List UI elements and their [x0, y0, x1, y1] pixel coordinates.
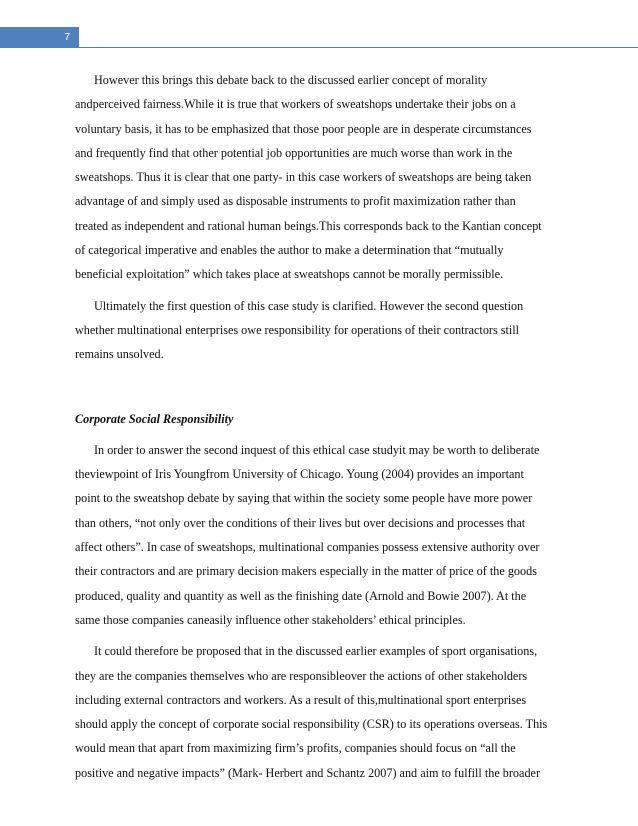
text-line: However this brings this debate back to the discussed earlier concept of morality [94, 73, 488, 87]
text-line: their contractors and are primary decision makers especially in the matter of price of the goods [75, 564, 537, 579]
text-line: point to the sweatshop debate by saying that within the society some people have more power [75, 491, 533, 506]
text-line: andperceived fairness.While it is true that workers of sweatshops undertake their jobs on a [75, 97, 516, 112]
paragraph-spacer [75, 431, 567, 438]
paragraph-spacer [75, 632, 567, 639]
text-line: Ultimately the first question of this case study is clarified. However the second question [94, 298, 524, 313]
text-line: should apply the concept of corporate social responsibility (CSR) to its operations overseas. This [75, 717, 548, 732]
text-line: advantage of and simply used as disposable instruments to profit maximization rather than [75, 194, 516, 209]
text-line: voluntary basis, it has to be emphasized that those poor people are in desperate circumstances [75, 121, 532, 136]
paragraph-young [75, 438, 567, 632]
page-body [75, 68, 567, 785]
text-line: remains unsolved. [75, 347, 164, 362]
paragraph-csr [75, 639, 567, 785]
section-spacer [75, 367, 567, 407]
text-line: including external contractors and workers. As a result of this,multinational sport enterprises [75, 692, 527, 707]
text-line: than others, “not only over the conditions of their lives but over decisions and processes that [75, 515, 526, 530]
page-number: 7 [64, 32, 70, 43]
text-line: treated as independent and rational human beings.This corresponds back to the Kantian concept [75, 218, 542, 233]
text-line: theviewpoint of Iris Youngfrom University of Chicago. Young (2004) provides an important [75, 467, 524, 482]
text-line: positive and negative impacts” (Mark- Herbert and Schantz 2007) and aim to fulfill the broader [75, 765, 540, 780]
text-line: produced, quality and quantity as well as the finishing date (Arnold and Bowie 2007). At the [75, 588, 527, 603]
text-line: same those companies caneasily influence other stakeholders’ ethical principles. [75, 612, 466, 627]
section-heading: Corporate Social Responsibility [75, 411, 234, 426]
paragraph-conclusion [75, 294, 567, 367]
text-line: they are the companies themselves who are responsibleover the actions of other stakeholders [75, 668, 528, 683]
page-number-badge [0, 27, 79, 48]
header-rule [79, 47, 638, 48]
text-line: and frequently find that other potential job opportunities are much worse than work in the [75, 145, 513, 160]
text-line: It could therefore be proposed that in the discussed earlier examples of sport organisations, [94, 644, 538, 659]
text-line: whether multinational enterprises owe responsibility for operations of their contractors still [75, 322, 520, 337]
paragraph-morality [75, 68, 567, 287]
text-line: beneficial exploitation” which takes place at sweatshops cannot be morally permissible. [75, 267, 504, 282]
text-line: affect others”. In case of sweatshops, multinational companies possess extensive authority over [75, 540, 540, 555]
text-line: In order to answer the second inquest of this ethical case studyit may be worth to deliberate [94, 442, 540, 457]
text-line: of categorical imperative and enables the author to make a determination that “mutually [75, 243, 504, 258]
text-line: would mean that apart from maximizing firm’s profits, companies should focus on “all the [75, 741, 516, 756]
text-line: sweatshops. Thus it is clear that one party- in this case workers of sweatshops are being taken [75, 170, 532, 185]
paragraph-spacer [75, 287, 567, 294]
